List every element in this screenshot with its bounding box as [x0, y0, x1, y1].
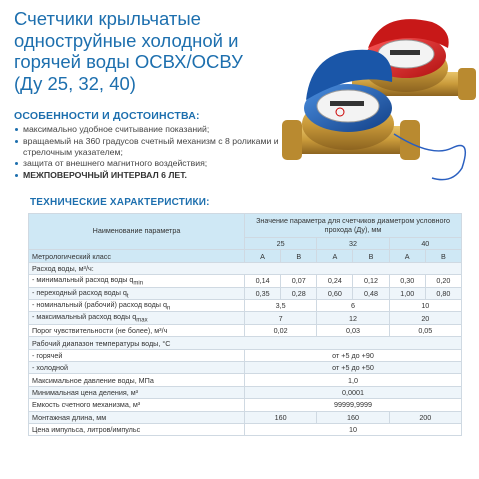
table-cell: 160	[317, 411, 389, 423]
table-row	[29, 374, 462, 386]
row-label: Порог чувствительности (не более), м³/ч	[29, 324, 245, 336]
header-value-caption: Значение параметра для счетчиков диаметром условного прохода (Ду), мм	[245, 214, 462, 238]
list-item: максимально удобное считывание показаний;	[14, 124, 304, 135]
table-row	[29, 250, 462, 262]
table-cell: 0,02	[245, 324, 317, 336]
table-cell: 0,03	[317, 324, 389, 336]
title-line: (Ду 25, 32, 40)	[14, 72, 136, 94]
table-cell: 0,0001	[245, 386, 462, 398]
row-label: - минимальный расход воды $q_{min}$	[29, 275, 245, 287]
table-cell: 200	[389, 411, 461, 423]
table-row	[29, 349, 462, 361]
table-cell: 0,28	[281, 287, 317, 299]
table-cell: 6	[317, 300, 389, 312]
table-row	[29, 424, 462, 436]
table-row	[29, 275, 462, 287]
title-line: Счетчики крыльчатые	[14, 8, 201, 29]
table-cell: 0,20	[425, 275, 461, 287]
class-cell: A	[245, 250, 281, 262]
row-label: Расход воды, м³/ч:	[29, 262, 462, 274]
table-cell: от +5 до +50	[245, 362, 462, 374]
row-label: Монтажная длина, мм	[29, 411, 245, 423]
table-row	[29, 262, 462, 274]
class-cell: B	[281, 250, 317, 262]
row-label: Минимальная цена деления, м³	[29, 386, 245, 398]
table-cell: 99999,9999	[245, 399, 462, 411]
table-cell: 0,30	[389, 275, 425, 287]
table-row	[29, 324, 462, 336]
title-line: одноструйные холодной и	[14, 29, 239, 51]
row-label: - максимальный расход воды $q_{max}$	[29, 312, 245, 324]
title-line: горячей воды ОСВХ/ОСВУ	[14, 51, 243, 72]
table-row	[29, 287, 462, 299]
features-heading: ОСОБЕННОСТИ И ДОСТОИНСТВА:	[14, 110, 200, 122]
table-cell: 0,60	[317, 287, 353, 299]
table-row	[29, 399, 462, 411]
table-cell: 10	[389, 300, 461, 312]
row-label: Рабочий диапазон температуры воды, °С	[29, 337, 462, 349]
table-cell: 20	[389, 312, 461, 324]
row-label: - холодной	[29, 362, 245, 374]
row-label: - горячей	[29, 349, 245, 361]
row-label: - переходный расход воды $q_t$	[29, 287, 245, 299]
table-cell: 12	[317, 312, 389, 324]
row-label: - номинальный (рабочий) расход воды $q_n$	[29, 300, 245, 312]
table-row	[29, 312, 462, 324]
table-cell: 0,05	[389, 324, 461, 336]
list-item: защита от внешнего магнитного воздействия;	[14, 158, 304, 169]
table-cell: 0,14	[245, 275, 281, 287]
table-cell: 0,35	[245, 287, 281, 299]
table-row	[29, 411, 462, 423]
row-label: Максимальное давление воды, МПа	[29, 374, 245, 386]
class-cell: A	[389, 250, 425, 262]
table-cell: 10	[245, 424, 462, 436]
row-label: Емкость счетного механизма, м³	[29, 399, 245, 411]
list-item: МЕЖПОВЕРОЧНЫЙ ИНТЕРВАЛ 6 ЛЕТ.	[14, 170, 304, 181]
table-cell: 1,00	[389, 287, 425, 299]
table-row	[29, 214, 462, 238]
table-row	[29, 337, 462, 349]
header-diameter: 25	[245, 238, 317, 250]
class-cell: A	[317, 250, 353, 262]
header-diameter: 32	[317, 238, 389, 250]
table-cell: 0,12	[353, 275, 389, 287]
table-row	[29, 362, 462, 374]
table-cell: 1,0	[245, 374, 462, 386]
row-label: Метрологический класс	[29, 250, 245, 262]
class-cell: B	[425, 250, 461, 262]
spec-table	[28, 213, 462, 436]
table-cell: 0,48	[353, 287, 389, 299]
features-list	[14, 124, 304, 181]
table-row	[29, 386, 462, 398]
page-title	[14, 8, 304, 94]
class-cell: B	[353, 250, 389, 262]
table-cell: от +5 до +90	[245, 349, 462, 361]
list-item: вращаемый на 360 градусов счетный механизм с 8 роликами и стрелочным указателем;	[14, 136, 304, 158]
tech-heading: ТЕХНИЧЕСКИЕ ХАРАКТЕРИСТИКИ:	[30, 197, 210, 208]
table-cell: 0,80	[425, 287, 461, 299]
header-diameter: 40	[389, 238, 461, 250]
table-cell: 0,24	[317, 275, 353, 287]
table-cell: 7	[245, 312, 317, 324]
table-cell: 3,5	[245, 300, 317, 312]
header-param-name: Наименование параметра	[29, 214, 245, 250]
water-meters-image	[282, 8, 478, 184]
table-cell: 0,07	[281, 275, 317, 287]
row-label: Цена импульса, литров/импульс	[29, 424, 245, 436]
table-row	[29, 300, 462, 312]
table-cell: 160	[245, 411, 317, 423]
